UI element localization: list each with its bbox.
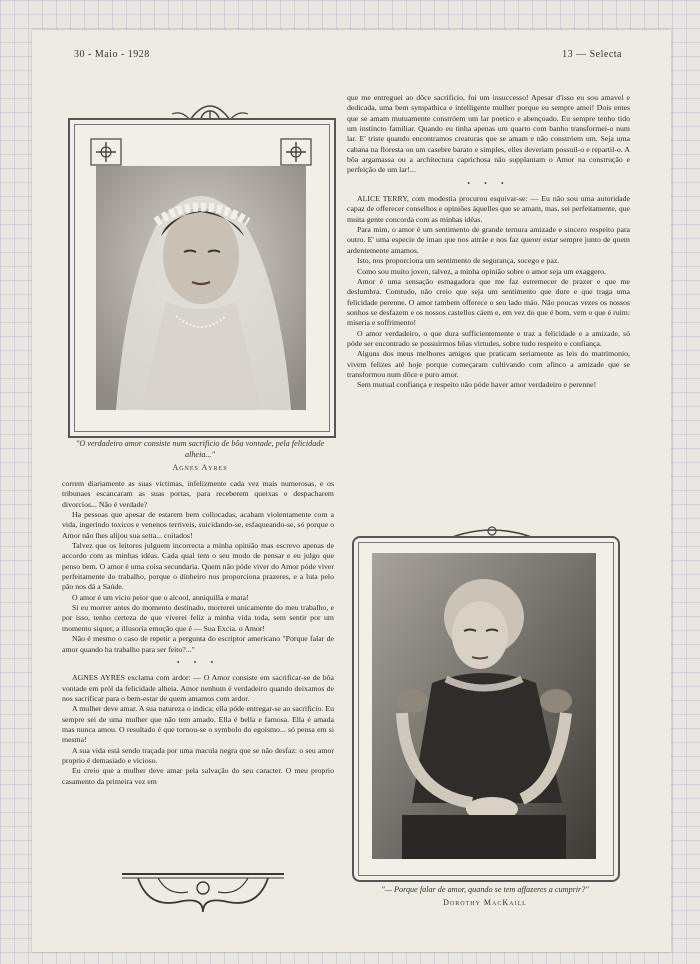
paragraph: Talvez que os leitores julguem incorrecta a minha opinião mas escrevo apenas de accordo com as minhas idéas. Cada qual tem o seu modo de pensar e eu julgo que penso bem. O amor é uma coisa secundaria. Quem não póde viver do Amor póde viver perfeitamente do trabalho, porque o dinheiro nos proporciona prazeres, e a luta pelo pão nos dá a Saúde. (62, 541, 334, 592)
page-number-title: 13 — Selecta (562, 49, 622, 60)
corner-ornament-left-icon (90, 138, 122, 166)
caption-credit: Agnes Ayres (172, 463, 228, 472)
paragraph: que me entreguei ao dôce sacrificio, foi um insuccesso! Apesar d'isso eu sou amavel e dedicada, uma bem sympathica e intelligente mulher porque eu sempre amei! Dois entes que se amam mutuamente constróem um lar poetico e abençoado. Eu sempre tenho tido um instincto familiar. Quando eu tinha apenas um quarto com banho transformei-o num lar. E' triste quando encontramos creaturas que se amam e não constróem um. Seja uma cabana na floresta ou um casebre barato e simples, elles deveriam possuil-o e repartil-o. A bôa argamassa ou a architectura caprichosa não supplantam o Amor na construção e perfeição de um lar!... (347, 93, 630, 175)
caption-dorothy-mackaill (336, 884, 634, 908)
paragraph: Isto, nos proporciona um sentimento de segurança, socego e paz. (357, 256, 560, 266)
paragraph: O amor verdadeiro, o que dura sufficientemente e traz a felicidade e a amizade, só póde ser encontrado se possuirmos bôas virtudes, sobre tudo respeito e confiança. (347, 328, 630, 348)
caption-agnes-ayres (60, 438, 340, 473)
paragraph: A sua vida está sendo traçada por uma macula negra que se não desfaz: o seu amor proprio é demasiado e vicioso. (62, 745, 334, 765)
paragraph: Si eu morrer antes do momento destinado, morrerei unicamente do meu trabalho, e por isso, tenho certeza de que viverei feliz a minha vida toda, sem sentir por um momento siquer, a illusoria emoção que é — Sua Excia. o Amor! (62, 603, 334, 633)
corner-ornament-right-icon (280, 138, 312, 166)
caption-quote: "O verdadeiro amor consiste num sacrificio de bôa vontade, pela felicidade alheia..." (75, 439, 325, 459)
paragraph: ALICE TERRY, com modestia procurou esquivar-se: — Eu não sou uma autoridade capaz de offerecer conselhos e opiniões áquelles que se amam, mas, sei perfeitamente, que muita gente concorda com as minhas idéas. (347, 194, 630, 224)
paragraph: correm diariamente as suas victimas, infelizmente cada vez mais numerosas, e os tribunaes escancaram as suas portas, para receberem queixas e despacharem divorcios... Não é verdade? (62, 479, 334, 509)
paragraph: Para mim, o amor é um sentimento de grande ternura amizade e sincero respeito para outro. E' uma especie de iman que nos attráe e nos faz querer estar sempre junto de quem ardentemente amamos. (347, 225, 630, 255)
left-text-column (62, 479, 334, 851)
paragraph: Amor é uma sensação esmagadora que me faz estremecer de prazer e que me deslumbra. Comtudo, não creio que seja um sentimento que dure e que traga uma felicidade perenne. O amor tambem offerece o seu lado máo. Não poucas vezes os nossos sonhos se desfazem e os nossos castellos cáem e, em vez do que é bom, vem o que é ruim: miseria e soffrimento! (347, 276, 630, 328)
page-date: 30 - Maio - 1928 (74, 49, 150, 60)
section-separator: • • • (176, 657, 220, 667)
paragraph: Alguns dos meus melhores amigos que praticam seriamente as leis do matrimonio, vivem felizes até hoje porque começaram cultivando com afinco a amizade que se transformou num dôce e puro amor. (347, 349, 630, 379)
paragraph: A mulher deve amar. A sua natureza o indica; ella póde entregar-se ao sacrificio. Eu sempre sei de uma mulher que não tem amado. Ella é bella e famosa. Ella é amada mas nunca amou. O resultado é que tornou-se o symbolo do egoismo... só pensa em si mesma! (62, 704, 334, 745)
caption-credit: Dorothy MacKaill (443, 898, 527, 907)
paragraph: AGNES AYRES exclama com ardor: — O Amor consiste em sacrificar-se de bôa vontade em pról da felicidade alheia. Amor nenhum é verdadeiro quando deixamos de nos sacrificar para o bem-estar de quem amamos com ardor. (62, 673, 334, 703)
paragraph: Ha pessoas que apesar de estarem bem collocadas, acabam violentamente com a vida, ingerindo toxicos e venenos terriveis, suicidando-se, esfaqueando-se, só porque o Amor não lhes alijou sua setta... coitados! (62, 510, 334, 540)
paragraph: Eu creio que a mulher deve amar pela salvação do seu caracter. O meu proprio casamento da primeira vez em (62, 766, 334, 786)
paragraph: O amor é um vicio peior que o alcool, anniquilla e mata! (72, 592, 249, 602)
right-text-column (347, 93, 630, 511)
bottom-ornament-icon (118, 862, 288, 918)
paragraph: Como sou muito joven, talvez, a minha opinião sobre o amor seja um exaggero. (357, 266, 607, 276)
section-separator: • • • (467, 178, 510, 188)
paragraph: Não é mesmo o caso de repetir a pergunta do escriptor americano "Porque falar de amor quando ha trabalho para ser feito?..." (62, 634, 334, 654)
paragraph: Sem mutual confiança e respeito não póde haver amor verdadeiro e perenne! (357, 380, 597, 390)
portrait-photo-agnes-ayres (96, 166, 306, 410)
portrait-photo-dorothy-mackaill (372, 553, 596, 859)
caption-quote: "— Porque falar de amor, quando se tem affazeres a cumprir?" (381, 885, 589, 894)
